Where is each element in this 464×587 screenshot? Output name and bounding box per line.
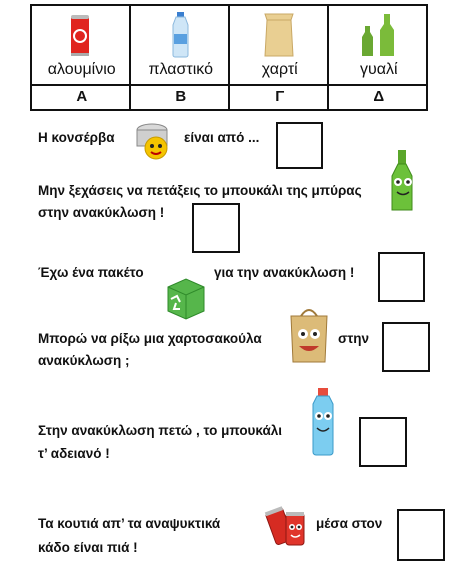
q5-text-line2: τ’ αδειανό ! — [38, 446, 110, 461]
glass-bottles-icon — [329, 12, 429, 58]
beer-bottle-character-icon — [385, 150, 419, 216]
materials-table — [30, 4, 428, 111]
soda-cans-character-icon — [262, 499, 312, 549]
answer-box-2[interactable] — [192, 203, 240, 253]
answer-box-6[interactable] — [397, 509, 445, 561]
word-plastic: πλαστικό — [148, 61, 213, 78]
soda-can-icon — [32, 12, 132, 58]
tin-can-character-icon — [130, 118, 176, 164]
answer-box-3[interactable] — [378, 252, 425, 302]
answer-box-4[interactable] — [382, 322, 430, 372]
letter-b: Β — [175, 88, 187, 105]
q1-text-start: Η κονσέρβα — [38, 130, 115, 145]
word-glass: γυαλί — [359, 61, 398, 78]
q6-text-end: μέσα στον — [316, 516, 383, 531]
q6-text-line2: κάδο είναι πιά ! — [38, 540, 138, 555]
word-aluminium: αλουμίνιο — [47, 61, 116, 78]
plastic-bottle-icon — [131, 12, 231, 58]
q5-text-line1: Στην ανακύκλωση πετώ , το μπουκάλι — [38, 423, 283, 438]
q4-text-end: στην — [338, 331, 370, 346]
q1-text-end: είναι από ... — [184, 130, 260, 145]
letter-g: Γ — [275, 88, 285, 105]
q3-text-start: Έχω ένα πακέτο — [38, 265, 144, 280]
q4-text-line2: ανακύκλωση ; — [38, 353, 130, 368]
q4-text-line1: Μπορώ να ρίξω μια χαρτοσακούλα — [38, 331, 262, 346]
answer-box-1[interactable] — [276, 122, 323, 169]
q3-text-end: για την ανακύκλωση ! — [214, 265, 355, 280]
water-bottle-character-icon — [307, 388, 339, 456]
recycle-box-icon — [162, 273, 210, 321]
q2-text-line1: Μην ξεχάσεις να πετάξεις το μπουκάλι της μπύρας — [38, 183, 362, 198]
answer-box-5[interactable] — [359, 417, 407, 467]
paper-bag-character-icon — [285, 306, 333, 364]
q6-text-line1: Τα κουτιά απ’ τα αναψυκτικά — [38, 516, 221, 531]
paper-bag-icon — [230, 12, 330, 58]
letter-a: Α — [76, 88, 88, 105]
column-paper — [230, 6, 330, 109]
column-plastic — [131, 6, 231, 109]
column-aluminium — [32, 6, 132, 109]
word-paper: χαρτί — [261, 61, 298, 78]
letter-d: Δ — [373, 88, 385, 105]
q2-text-line2: στην ανακύκλωση ! — [38, 205, 165, 220]
column-glass — [329, 6, 429, 109]
